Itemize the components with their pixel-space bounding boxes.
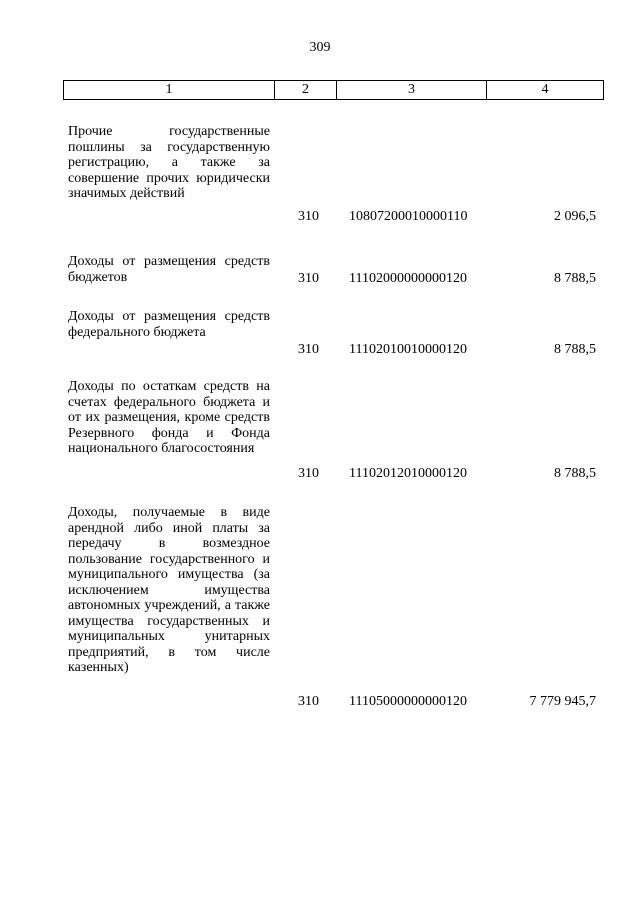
row-kbk: 11105000000000120 (349, 693, 467, 709)
row-code: 310 (298, 208, 319, 224)
row-description: Доходы от размещения средств бюджетов (68, 254, 270, 285)
table-row (0, 124, 640, 224)
table-row (0, 505, 640, 709)
row-kbk: 11102012010000120 (349, 465, 467, 481)
header-col-1: 1 (64, 81, 275, 99)
page-number: 309 (309, 40, 331, 55)
row-description: Доходы от размещения средств федерального бюджета (68, 309, 270, 340)
row-description: Доходы, получаемые в виде арендной либо иной платы за передачу в возмездное пользование государственного и муниципального имущества (за исключением имущества автономных учреждений, а также имущества государственных и муниципальных унитарных предприятий, в том числе казенных) (68, 505, 270, 675)
row-amount: 8 788,5 (554, 341, 596, 357)
header-col-2: 2 (275, 81, 337, 99)
row-code: 310 (298, 693, 319, 709)
row-code: 310 (298, 465, 319, 481)
row-amount: 8 788,5 (554, 270, 596, 286)
row-amount: 2 096,5 (554, 208, 596, 224)
row-description: Доходы по остаткам средств на счетах федерального бюджета и от их размещения, кроме средств Резервного фонда и Фонда национального благосостояния (68, 379, 270, 456)
row-code: 310 (298, 341, 319, 357)
table-row (0, 379, 640, 481)
row-description: Прочие государственные пошлины за государственную регистрацию, а также за совершение прочих юридически значимых действий (68, 124, 270, 201)
header-col-4: 4 (541, 82, 549, 97)
row-amount: 7 779 945,7 (529, 693, 596, 709)
table-header (63, 80, 604, 100)
table-row (0, 309, 640, 357)
header-col-3: 3 (337, 81, 487, 99)
row-kbk: 11102010010000120 (349, 341, 467, 357)
row-amount: 8 788,5 (554, 465, 596, 481)
table-row (0, 254, 640, 286)
row-kbk: 10807200010000110 (349, 208, 468, 224)
row-code: 310 (298, 270, 319, 286)
row-kbk: 11102000000000120 (349, 270, 467, 286)
